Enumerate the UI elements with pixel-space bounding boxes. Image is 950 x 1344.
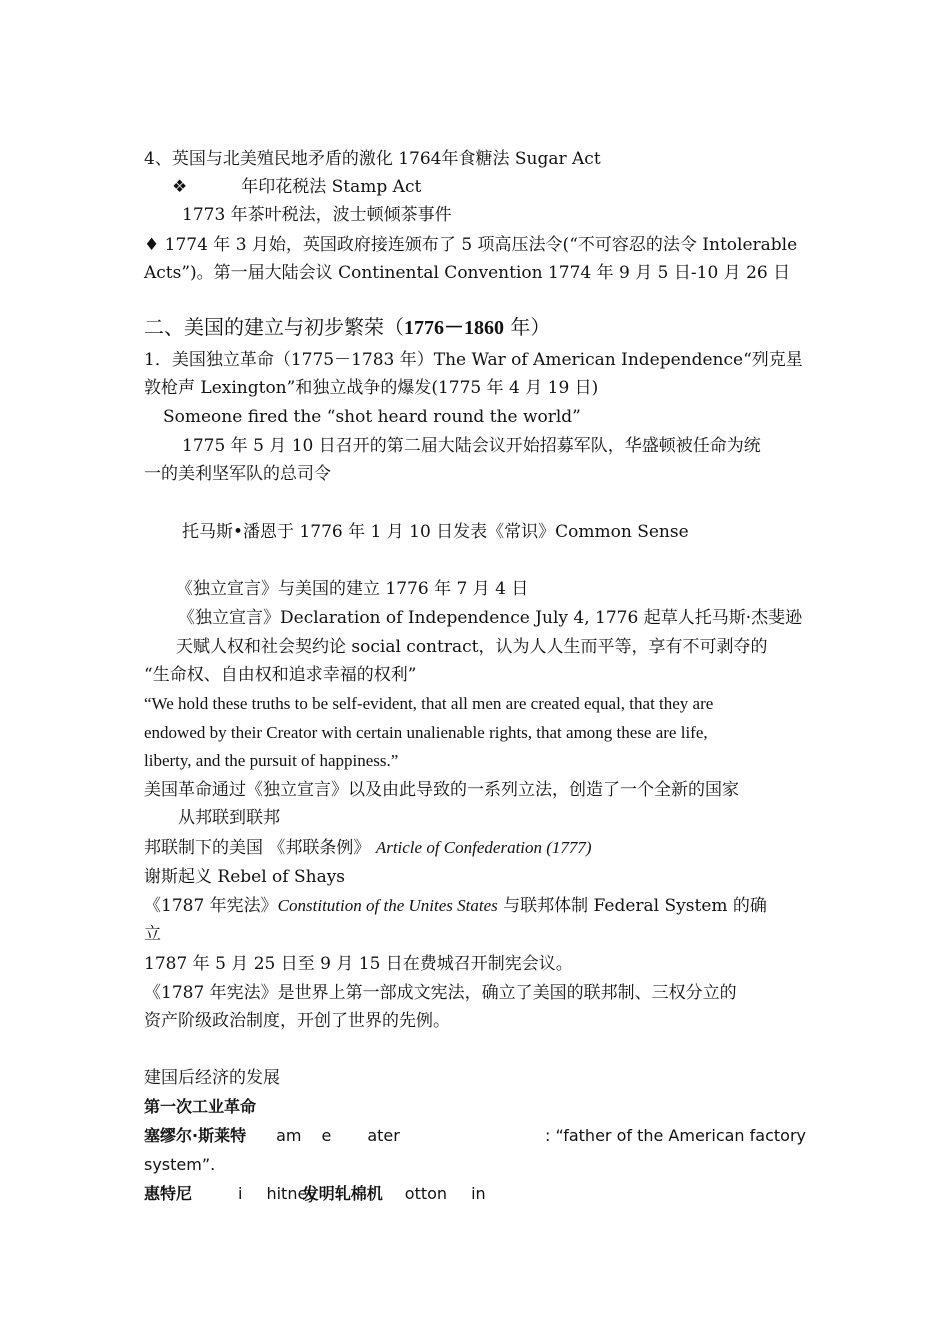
p12-line2: 立 <box>144 924 161 944</box>
slater-en1: am <box>276 1126 302 1145</box>
p4: 托马斯•潘恩于 1776 年 1 月 10 日发表《常识》Common Sense <box>182 522 689 542</box>
p14-line2: 资产阶级政治制度，开创了世界的先例。 <box>144 1011 450 1031</box>
whitney-en4: in <box>471 1184 486 1203</box>
whitney-cn2: 发明轧棉机 <box>302 1184 383 1203</box>
p2: Someone fired the “shot heard round the world” <box>163 407 581 427</box>
whitney-en1: i <box>238 1184 243 1203</box>
p10-en: Article of Confederation (1777) <box>375 838 592 857</box>
p12-b: 与联邦体制 Federal System 的确 <box>497 896 767 916</box>
whitney-en3: otton <box>404 1184 448 1203</box>
slater-quote: : “father of the American factory <box>545 1126 806 1145</box>
stamp-act-text: 年印花税法 Stamp Act <box>241 177 422 197</box>
p14-line1: 《1787 年宪法》是世界上第一部成文宪法，确立了美国的联邦制、三权分立的 <box>144 983 737 1003</box>
quote-line3: liberty, and the pursuit of happiness.” <box>144 751 399 770</box>
section4-line4: ♦ 1774 年 3 月始，英国政府接连颁布了 5 项高压法令(“不可容忍的法令 Intolerable <box>144 235 798 255</box>
p6: 《独立宣言》Declaration of Independence July 4, 1776 起草人托马斯·杰斐逊 <box>178 608 803 628</box>
economy-subtitle: 第一次工业革命 <box>144 1097 257 1116</box>
section4-line1: 4、英国与北美殖民地矛盾的激化 1764年食糖法 Sugar Act <box>144 149 601 169</box>
quote-line1: “We hold these truths to be self-evident, that all men are created equal, that they are <box>144 694 714 713</box>
whitney-cn: 惠特尼 <box>144 1184 193 1203</box>
section2-heading <box>144 314 806 341</box>
p12-en: Constitution of the Unites States <box>277 896 498 915</box>
p12-a: 《1787 年宪法》 <box>144 896 278 916</box>
diamond-bullet-icon: ❖ <box>172 177 188 197</box>
slater-line1 <box>144 1125 806 1147</box>
p1-line1: 1．美国独立革命（1775－1783 年）The War of American Independence“列克星 <box>144 350 803 370</box>
whitney-line <box>144 1183 806 1205</box>
heading-years: 1776－1860 <box>404 317 504 339</box>
slater-line2: system”. <box>144 1155 216 1174</box>
p7-line2: “生命权、自由权和追求幸福的权利” <box>144 665 417 685</box>
p3-line1: 1775 年 5 月 10 日召开的第二届大陆会议开始招募军队，华盛顿被任命为统 <box>182 436 761 456</box>
p10-cn: 邦联制下的美国 《邦联条例》 <box>144 838 376 858</box>
whitney-en2: hitney <box>266 1184 317 1203</box>
economy-title: 建国后经济的发展 <box>144 1068 280 1088</box>
p12-line1 <box>144 895 806 917</box>
p13: 1787 年 5 月 25 日至 9 月 15 日在费城召开制宪会议。 <box>144 954 573 974</box>
slater-en2: e <box>321 1126 332 1145</box>
section4-line5: Acts”)。第一届大陆会议 Continental Convention 1774 年 9 月 5 日-10 月 26 日 <box>144 263 791 283</box>
heading-suffix: 年） <box>504 315 551 339</box>
p10 <box>144 837 806 859</box>
quote-line2: endowed by their Creator with certain unalienable rights, that among these are life, <box>144 723 708 742</box>
p9: 从邦联到联邦 <box>178 808 280 828</box>
section4-line3: 1773 年茶叶税法，波士顿倾茶事件 <box>182 205 452 225</box>
p3-line2: 一的美利坚军队的总司令 <box>144 464 331 484</box>
slater-en3: ater <box>367 1126 400 1145</box>
heading-prefix: 二、美国的建立与初步繁荣（ <box>144 315 404 339</box>
p7-line1: 天赋人权和社会契约论 social contract，认为人人生而平等，享有不可剥夺的 <box>176 637 768 657</box>
p5: 《独立宣言》与美国的建立 1776 年 7 月 4 日 <box>176 579 529 599</box>
p11: 谢斯起义 Rebel of Shays <box>144 867 346 887</box>
p1-line2: 敦枪声 Lexington”和独立战争的爆发(1775 年 4 月 19 日) <box>144 378 599 398</box>
section4-line2-row <box>172 176 834 198</box>
slater-cn: 塞缪尔·斯莱特 <box>144 1126 247 1145</box>
p8: 美国革命通过《独立宣言》以及由此导致的一系列立法，创造了一个全新的国家 <box>144 780 739 800</box>
